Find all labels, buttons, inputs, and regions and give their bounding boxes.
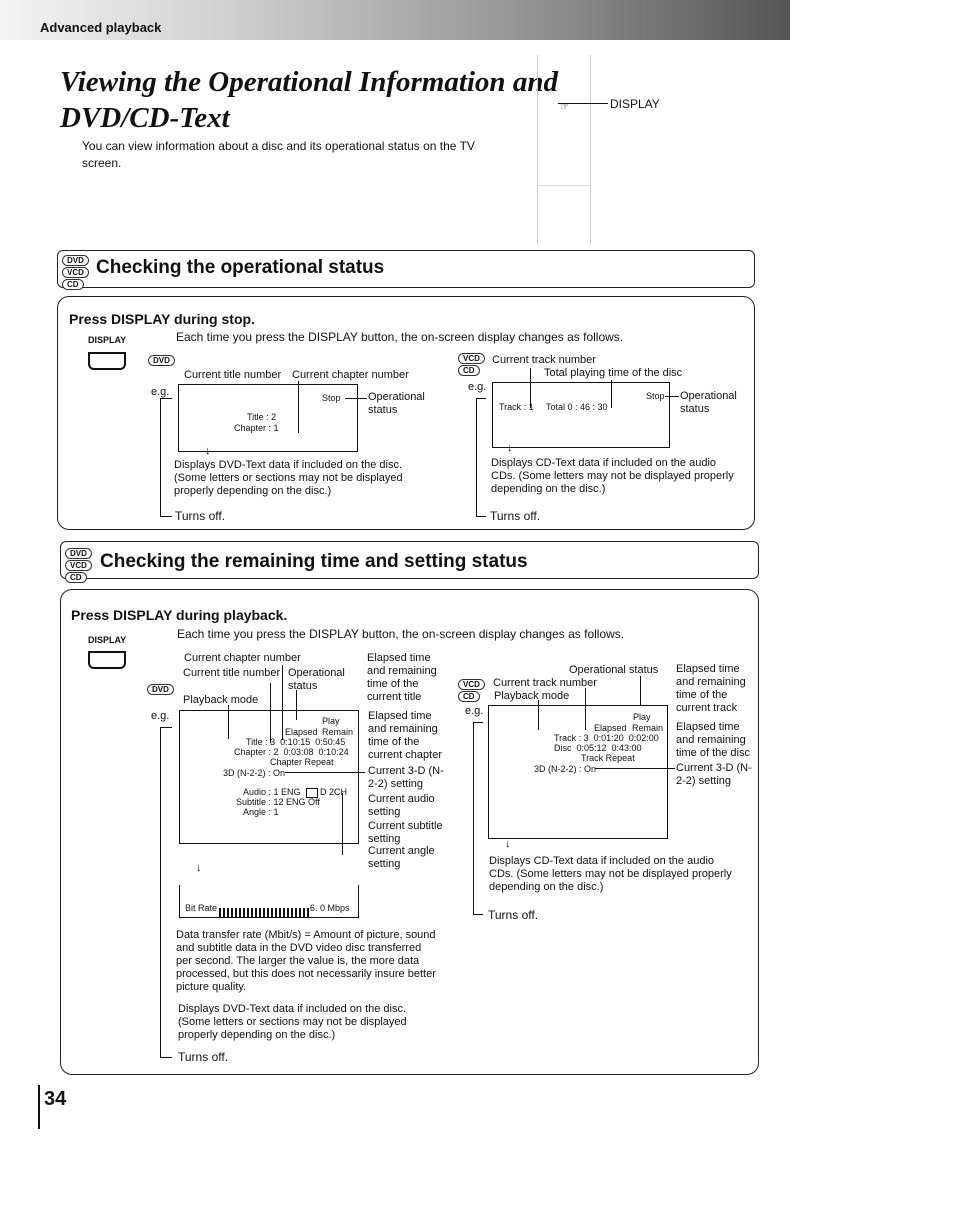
s1-dvd-pointer-chapter — [298, 381, 299, 433]
s2-dvd-turns-off: Turns off. — [178, 1050, 229, 1064]
s2-cd-screen-elapsed: Elapsed — [594, 723, 627, 733]
s2-cd-label-track: Current track number — [493, 677, 597, 689]
s2-dvd-label-audio: Current audio setting — [368, 793, 435, 818]
s2-dvd-label-angle: Current angle setting — [368, 845, 435, 870]
s2-cd-loop-line — [473, 722, 474, 914]
s2-dvd-screen-title-row: Title : 3 0:10:15 0:50:45 — [246, 737, 346, 747]
s1-dvd-label-chapter: Current chapter number — [292, 369, 409, 381]
s1-cd-tags — [458, 352, 485, 376]
s2-cd-screen-3d: 3D (N-2-2) : On — [534, 764, 597, 774]
s2-dvd-screen-play: Play — [322, 716, 340, 726]
s2-cd-screen-play: Play — [633, 712, 651, 722]
s2-cd-label-elapsed-disc: Elapsed time and remaining time of the disc — [676, 721, 750, 759]
s1-dvd-pointer-status — [345, 398, 367, 399]
s2-cd-eg: e.g. — [465, 705, 484, 717]
section2-lead: Each time you press the DISPLAY button, the on-screen display changes as follows. — [177, 627, 625, 641]
section1-disc-icons — [62, 254, 90, 290]
s2-cd-pointer-3d — [595, 768, 675, 769]
s1-cd-screen-stop: Stop — [646, 391, 665, 401]
s2-display-button-icon — [88, 651, 126, 669]
s2-dvd-pointer-3d — [285, 772, 365, 773]
s2-dvd-screen-subtitle: Subtitle : 12 ENG Off — [236, 797, 320, 807]
s1-dvd-label-title: Current title number — [184, 369, 282, 381]
s1-dvd-screen-chapter: Chapter : 1 — [234, 423, 279, 433]
s1-cd-pointer-total — [611, 380, 612, 408]
cd-icon: CD — [62, 279, 84, 290]
s1-cd-operational-status: Operational status — [680, 390, 737, 415]
finger-icon: ☞ — [560, 102, 569, 113]
s2-dvd-screen-3d: 3D (N-2-2) : On — [223, 768, 286, 778]
s2-dvd-screen-audio-fmt: D 2CH — [320, 787, 348, 797]
s2-cd-pointer-status — [640, 676, 641, 706]
s2-dvd-screen-elapsed: Elapsed — [285, 727, 318, 737]
s1-dvd-loop-top — [160, 398, 172, 399]
section1-lead: Each time you press the DISPLAY button, the on-screen display changes as follows. — [176, 330, 624, 344]
s1-cd-screen-track: Track : 1 — [499, 402, 534, 412]
s1-dvd-loop-line — [160, 398, 161, 516]
s1-dvd-turns-off: Turns off. — [175, 509, 226, 523]
s2-cd-tags — [458, 678, 485, 702]
s2-cd-label-3d: Current 3-D (N-2-2) setting — [676, 762, 752, 787]
s1-cd-label-track: Current track number — [492, 354, 596, 366]
s2-cd-label-elapsed-track: Elapsed time and remaining time of the current track — [676, 663, 746, 714]
s1-dvd-eg: e.g. — [151, 386, 170, 398]
section1-subheading: Press DISPLAY during stop. — [69, 311, 255, 327]
s2-cd-screen-disc-row: Disc 0:05:12 0:43:00 — [554, 743, 642, 753]
s2-cd-loop-bottom — [473, 914, 483, 915]
s1-cd-pointer-status — [665, 396, 679, 397]
s1-cd-loop-line — [476, 398, 477, 516]
s1-dvd-arrow: ↓ — [205, 445, 211, 457]
s1-dvd-screen-stop: Stop — [322, 393, 341, 403]
s2-cd-label-status: Operational status — [569, 664, 659, 676]
s1-cd-loop-bottom — [476, 516, 486, 517]
s2-dvd-icon: DVD — [65, 548, 92, 559]
page-title-line1: Viewing the Operational Information and — [60, 66, 558, 98]
section1-display-label: DISPLAY — [88, 335, 127, 345]
section2-heading: Checking the remaining time and setting status — [100, 551, 528, 572]
s2-dvd-screen-chapter-row: Chapter : 2 0:03:08 0:10:24 — [234, 747, 349, 757]
section2-display-label: DISPLAY — [88, 635, 127, 645]
s2-cd-text-note: Displays CD-Text data if included on the audio CDs. (Some letters may not be displayed properly depending on the disc.) — [489, 855, 732, 893]
vcd-icon: VCD — [62, 267, 89, 278]
s2-dvd-loop-bottom — [160, 1057, 172, 1058]
s2-dvd-pointer-chapter — [270, 683, 271, 743]
s1-cd-screen — [492, 382, 670, 448]
s2-cd-turns-off: Turns off. — [488, 908, 539, 922]
s2-cd-screen-track-row: Track : 3 0:01:20 0:02:00 — [554, 733, 659, 743]
s2-dvd-pointer-status — [296, 690, 297, 720]
s1-dvd-text-note: Displays DVD-Text data if included on the disc. (Some letters or sections may not be displayed properly depending on the disc.) — [174, 459, 403, 497]
s2-dvd-text-note: Displays DVD-Text data if included on the disc. (Some letters or sections may not be displayed properly depending on the disc.) — [178, 1003, 407, 1041]
s2-dvd-screen-angle: Angle : 1 — [243, 807, 279, 817]
remote-illustration — [537, 55, 591, 245]
s2-dvd-screen-repeat: Chapter Repeat — [270, 757, 334, 767]
remote-display-label: DISPLAY — [610, 97, 660, 111]
s2-dvd-tag: DVD — [147, 684, 174, 695]
s1-dvd-tag: DVD — [148, 355, 175, 366]
s2-dvd-label-status: Operational status — [288, 667, 345, 692]
section2-disc-icons — [65, 547, 93, 583]
s2-dvd-screen-audio: Audio : 1 ENG — [243, 787, 301, 797]
s2-dvd-label-elapsed-chapter: Elapsed time and remaining time of the current chapter — [368, 710, 442, 761]
s1-cd-arrow: ↓ — [507, 442, 513, 454]
s2-dvd-pointer-angle — [342, 793, 343, 855]
s1-vcd-tag: VCD — [458, 353, 485, 364]
s1-cd-tag: CD — [458, 365, 480, 376]
s2-dvd-label-mode: Playback mode — [183, 694, 259, 706]
s2-dvd-loop-line — [160, 727, 161, 1057]
s1-cd-loop-top — [476, 398, 486, 399]
s2-dvd-label-elapsed-title: Elapsed time and remaining time of the current title — [367, 652, 437, 703]
display-button-icon — [88, 352, 126, 370]
s1-cd-screen-total: Total 0 : 46 : 30 — [546, 402, 608, 412]
s2-cd-screen-remain: Remain — [632, 723, 664, 733]
section1-heading: Checking the operational status — [96, 257, 385, 278]
s2-cd-label-mode: Playback mode — [494, 690, 570, 702]
s2-dvd-eg: e.g. — [151, 710, 170, 722]
s2-dvd-pointer-mode — [228, 705, 229, 739]
s2-dvd-label-chapter: Current chapter number — [184, 652, 301, 664]
s2-cd-loop-top — [473, 722, 483, 723]
section2-subheading: Press DISPLAY during playback. — [71, 607, 288, 623]
s2-bitrate-label: Bit Rate — [185, 903, 218, 913]
s1-cd-eg: e.g. — [468, 381, 487, 393]
page-title-line2: DVD/CD-Text — [60, 102, 230, 134]
s2-cd-pointer-mode — [538, 700, 539, 730]
s1-cd-turns-off: Turns off. — [490, 509, 541, 523]
s2-cd-tag: CD — [458, 691, 480, 702]
s2-cd-pointer-track — [585, 688, 586, 730]
page-number-rule — [38, 1085, 40, 1129]
s1-dvd-screen-title: Title : 2 — [247, 412, 277, 422]
s1-dvd-loop-bottom — [160, 516, 172, 517]
s2-bitrate-value: 6. 0 Mbps — [310, 903, 350, 913]
dvd-icon: DVD — [62, 255, 89, 266]
s2-dvd-arrow: ↓ — [196, 862, 202, 874]
s1-dvd-operational-status: Operational status — [368, 391, 425, 416]
s2-cd-screen-repeat: Track Repeat — [581, 753, 635, 763]
s2-dvd-label-title: Current title number — [183, 667, 281, 679]
s2-dvd-screen-remain: Remain — [322, 727, 354, 737]
page-title — [60, 64, 558, 136]
s2-cd-arrow: ↓ — [505, 838, 511, 850]
s2-dvd-label-subtitle: Current subtitle setting — [368, 820, 443, 845]
bitrate-bar — [219, 904, 309, 922]
s2-dvd-label-3d: Current 3-D (N-2-2) setting — [368, 765, 444, 790]
s2-vcd-icon: VCD — [65, 560, 92, 571]
s2-dvd-pointer-title — [282, 665, 283, 740]
s2-bitrate-note: Data transfer rate (Mbit/s) = Amount of picture, sound and subtitle data in the DVD video disc transferred per second. The larger the value is, the more data processed, but this does not necessarily insure better picture quality. — [176, 929, 436, 993]
s2-cd-icon: CD — [65, 572, 87, 583]
s2-dvd-loop-top — [160, 727, 172, 728]
page-number: 34 — [44, 1088, 67, 1110]
s1-cd-text-note: Displays CD-Text data if included on the audio CDs. (Some letters may not be displayed properly depending on the disc.) — [491, 457, 734, 495]
header-label: Advanced playback — [40, 20, 162, 35]
intro-text: You can view information about a disc and its operational status on the TV screen. — [82, 139, 475, 170]
s1-cd-label-total: Total playing time of the disc — [544, 367, 683, 379]
s2-vcd-tag: VCD — [458, 679, 485, 690]
